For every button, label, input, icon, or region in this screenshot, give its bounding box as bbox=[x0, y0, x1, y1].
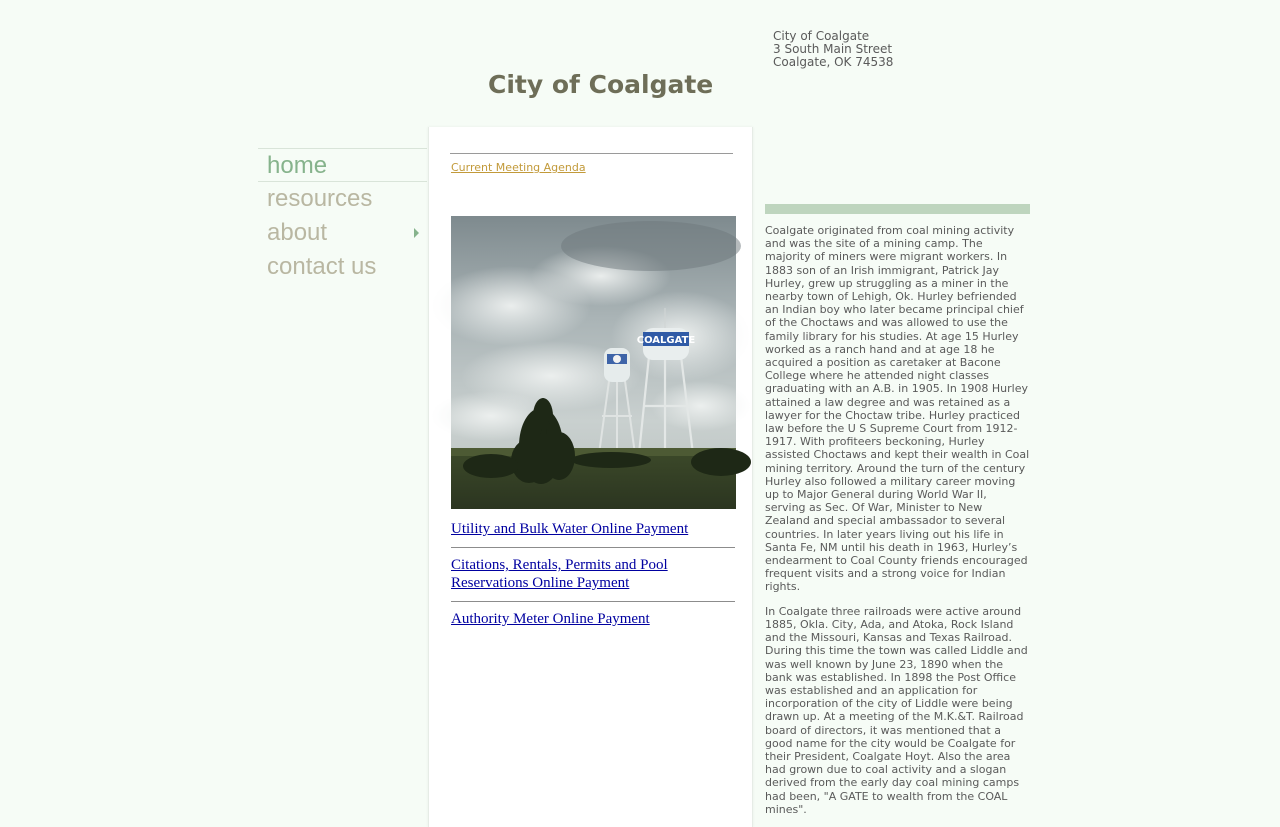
nav-item-label: resources bbox=[267, 185, 373, 212]
address-line-street: 3 South Main Street bbox=[773, 42, 893, 56]
address-line-city: Coalgate, OK 74538 bbox=[773, 55, 894, 69]
site-title: City of Coalgate bbox=[488, 70, 714, 99]
accent-bar bbox=[765, 204, 1030, 214]
current-meeting-agenda-link[interactable]: Current Meeting Agenda bbox=[451, 161, 586, 174]
nav-item-about[interactable] bbox=[258, 216, 427, 250]
history-text bbox=[765, 224, 1030, 827]
address-line-name: City of Coalgate bbox=[773, 29, 870, 43]
nav-item-label: home bbox=[267, 152, 328, 179]
nav-item-contact-us[interactable] bbox=[258, 250, 427, 284]
divider bbox=[451, 547, 735, 548]
divider bbox=[450, 153, 733, 154]
utility-water-payment-link[interactable]: Utility and Bulk Water Online Payment bbox=[451, 521, 689, 537]
nav-item-label: about bbox=[267, 219, 328, 246]
submenu-arrow-icon bbox=[414, 228, 419, 238]
nav-item-resources[interactable] bbox=[258, 182, 427, 216]
water-towers-photo bbox=[451, 216, 736, 509]
main-content bbox=[428, 127, 753, 827]
history-paragraph: In Coalgate three railroads were active around 1885, Okla. City, Ada, and Atoka, Rock Island and the Missouri, Kansas and Texas Railroad. During this time the town was called Liddle and was well known by June 23, 1890 when the bank was established. In 1898 the Post Office was established and an application for incorporation of the city of Liddle were being drawn up. At a meeting of the M.K.&T. Railroad board of directors, it was mentioned that a good name for the city would be Coalgate for their President, Coalgate Hoyt. Also the area had grown due to coal activity and a slogan derived from the early day coal mining camps had been, "A GATE to wealth from the COAL mines". bbox=[765, 604, 1028, 816]
nav-item-label: contact us bbox=[267, 253, 377, 280]
main-nav bbox=[258, 148, 427, 284]
citations-permits-payment-link[interactable]: Citations, Rentals, Permits and Pool Reservations Online Payment bbox=[451, 557, 668, 591]
nav-item-home[interactable] bbox=[258, 148, 427, 182]
water-tower-text: COALGATE bbox=[636, 335, 696, 346]
city-address bbox=[773, 30, 893, 69]
divider bbox=[451, 601, 735, 602]
history-paragraph: Coalgate originated from coal mining activity and was the site of a mining camp. The majority of miners were migrant workers. In 1883 son of an Irish immigrant, Patrick Jay Hurley, grew up struggling as a miner in the nearby town of Lehigh, Ok. Hurley befriended an Indian boy who later became principal chief of the Choctaws and was allowed to use the family library for his studies. At age 15 Hurley worked as a ranch hand and at age 18 he acquired a position as caretaker at Bacone College where he attended night classes graduating with an A.B. in 1905. In 1908 Hurley attained a law degree and was retained as a lawyer for the Choctaw tribe. Hurley practiced law before the U S Supreme Court from 1912-1917. With profiteers beckoning, Hurley assisted Choctaws and kept their wealth in Coal mining territory. Around the turn of the century Hurley also followed a military career moving up to Major General during World War II, serving as Sec. Of War, Minister to New Zealand and special ambassador to several countries. In later years living out his life in Santa Fe, NM until his death in 1963, Hurley’s endearment to Coal County friends encouraged frequent visits and a strong voice for Indian rights. bbox=[765, 224, 1030, 594]
authority-meter-payment-link[interactable]: Authority Meter Online Payment bbox=[451, 611, 650, 627]
